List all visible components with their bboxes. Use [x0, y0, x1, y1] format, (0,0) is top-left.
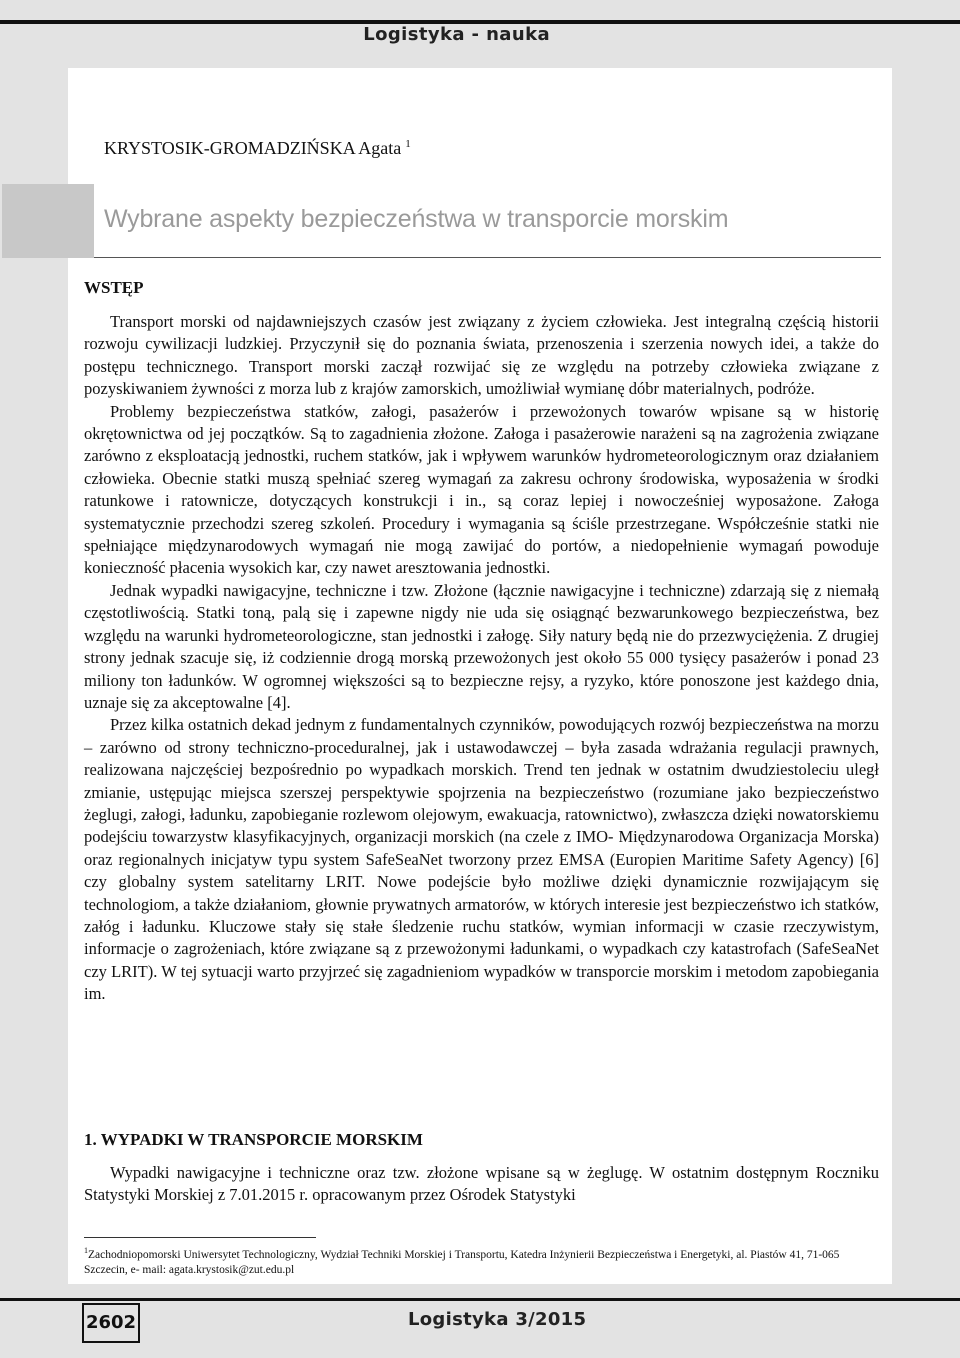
intro-heading: WSTĘP [84, 278, 144, 297]
paragraph: Wypadki nawigacyjne i techniczne oraz tzw. złożone wpisane są w żeglugę. W ostatnim dostępnym Roczniku Statystyki Morskiej z 7.01.2015 r. opracowanym przez Ośrodek Statystyki [84, 1163, 879, 1205]
author-name: KRYSTOSIK-GROMADZIŃSKA Agata [104, 138, 402, 158]
page-number: 2602 [82, 1303, 140, 1343]
section-rubric: Logistyka - nauka [363, 24, 550, 45]
right-margin-band [892, 68, 960, 1304]
article-title: Wybrane aspekty bezpieczeństwa w transporcie morskim [104, 205, 729, 233]
footnote-text: Zachodniopomorski Uniwersytet Technologiczny, Wydział Techniki Morskiej i Transportu, Katedra Inżynierii Bezpieczeństwa i Energetyki, al. Piastów 41, 71-065 Szczecin, e- mail: agata.krystosik@zut.edu.pl [84, 1248, 840, 1276]
section-1-body [84, 1162, 879, 1207]
title-rule [94, 257, 881, 258]
paragraph: Jednak wypadki nawigacyjne, techniczne i tzw. Złożone (łącznie nawigacyjne i techniczne) zdarzają się z niemałą częstotliwością. Statki toną, palą się i zapewne nigdy nie uda się osiągnąć bezwarunkowego bezpieczeństwa, bez względu na warunki hydrometeorologiczne, stan jednostki i załogę. Siły natury będą nie do przezwyciężenia. Z drugiej strony jednak szacuje się, iż codziennie drogą morską przewożonych jest około 55 000 tysięcy pasażerów i ponad 23 miliony ton ładunków. W ogromnej większości są to bezpieczne rejsy, a ryzyko, które ponoszone jest każdego dnia, uznaje się za akceptowalne [4]. [84, 580, 879, 712]
intro-body [84, 311, 879, 1006]
journal-issue: Logistyka 3/2015 [408, 1309, 587, 1330]
footer-rule [0, 1298, 960, 1301]
author-footnote-mark: 1 [405, 138, 411, 150]
paragraph: Transport morski od najdawniejszych czasów jest związany z życiem człowieka. Jest integralną częścią historii rozwoju cywilizacji ludzkiej. Przyczynił się do poznania świata, przenoszenia i szerzenia nowych idei, a także do postępu technicznego. Transport morski zaczął rozwijać się ze względu na potrzeby człowieka związane z pozyskiwaniem żywności z morza lub z krajów zamorskich, umożliwiał wymianę dóbr materialnych, podróże. [84, 312, 879, 399]
footnote-mark: 1 [84, 1246, 88, 1255]
paragraph: Problemy bezpieczeństwa statków, załogi, pasażerów i przewożonych towarów wpisane są w historię okrętownictwa od jej początków. Są to zagadnienia złożone. Załoga i pasażerowie narażeni są na zagrożenia związane zarówno z eksploatacją jednostki, ruchem statków, jak i wpływem warunków hydrometeorologicznym oraz działaniem człowieka. Obecnie statki muszą spełniać szereg wymagań za zakresu ochrony środowiska, wyposażenia w środki ratunkowe i ratownicze, dotyczących konstrukcji i in., są coraz lepiej i nowocześniej wyposażone. Załoga systematycznie przechodzi szereg szkoleń. Procedury i wymagania są ściśle przestrzegane. Współcześnie statki nie spełniające międzynarodowych wymagań nie mogą zawijać do portów, a niedopełnienie wymagań powoduje konieczność płacenia wysokich kar, czy nawet aresztowania jednostki. [84, 401, 879, 578]
paragraph: Przez kilka ostatnich dekad jednym z fundamentalnych czynników, powodujących rozwój bezpieczeństwa na morzu – zarówno od strony techniczno-proceduralnej, jak i ustawodawczej – była zasada wdrażania regulacji prawnych, realizowana najczęściej bezpośrednio po wypadkach morskich. Trend ten jednak w ostatnim dwudziestoleciu uległ zmianie, ustępując miejsca szerszej perspektywie spojrzenia na bezpieczeństwo (rozumiane jako bezpieczeństwo żeglugi, załogi, ładunku, zapobieganie rozlewom olejowym, ewakuacja, ratownictwo), zwłaszcza dzięki nowatorskiemu podejściu towarzystw klasyfikacyjnych, organizacji morskich (na czele z IMO- Międzynarodowa Organizacja Morska) oraz regionalnych inicjatyw typu system SafeSeaNet tworzony przez EMSA (Europien Maritime Safety Agency) [6] czy globalny system satelitarny LRIT. Nowe podejście było możliwe dzięki dynamicznie rozwijającym się technologiom, a także działaniom, głownie prywatnych armatorów, w których interesie jest bezpieczeństwo ich statków, załóg i ładunku. Kluczowe stały się stałe śledzenie ruchu statków, wymian informacji w czasie rzeczywistym, informacje o zagrożeniach, które związane są z przewożonymi ładunkami, o wypadkach czy katastrofach (SafeSeaNet czy LRIT). W tej sytuacji warto przyjrzeć się zagadnieniom wypadków w transporcie morskim i metodom zapobiegania im. [84, 715, 879, 1004]
footnote [84, 1243, 884, 1278]
section-1-heading: 1. WYPADKI W TRANSPORCIE MORSKIM [84, 1130, 423, 1149]
title-accent-block [2, 184, 94, 258]
footnote-rule [84, 1237, 316, 1238]
author-line [104, 138, 411, 159]
